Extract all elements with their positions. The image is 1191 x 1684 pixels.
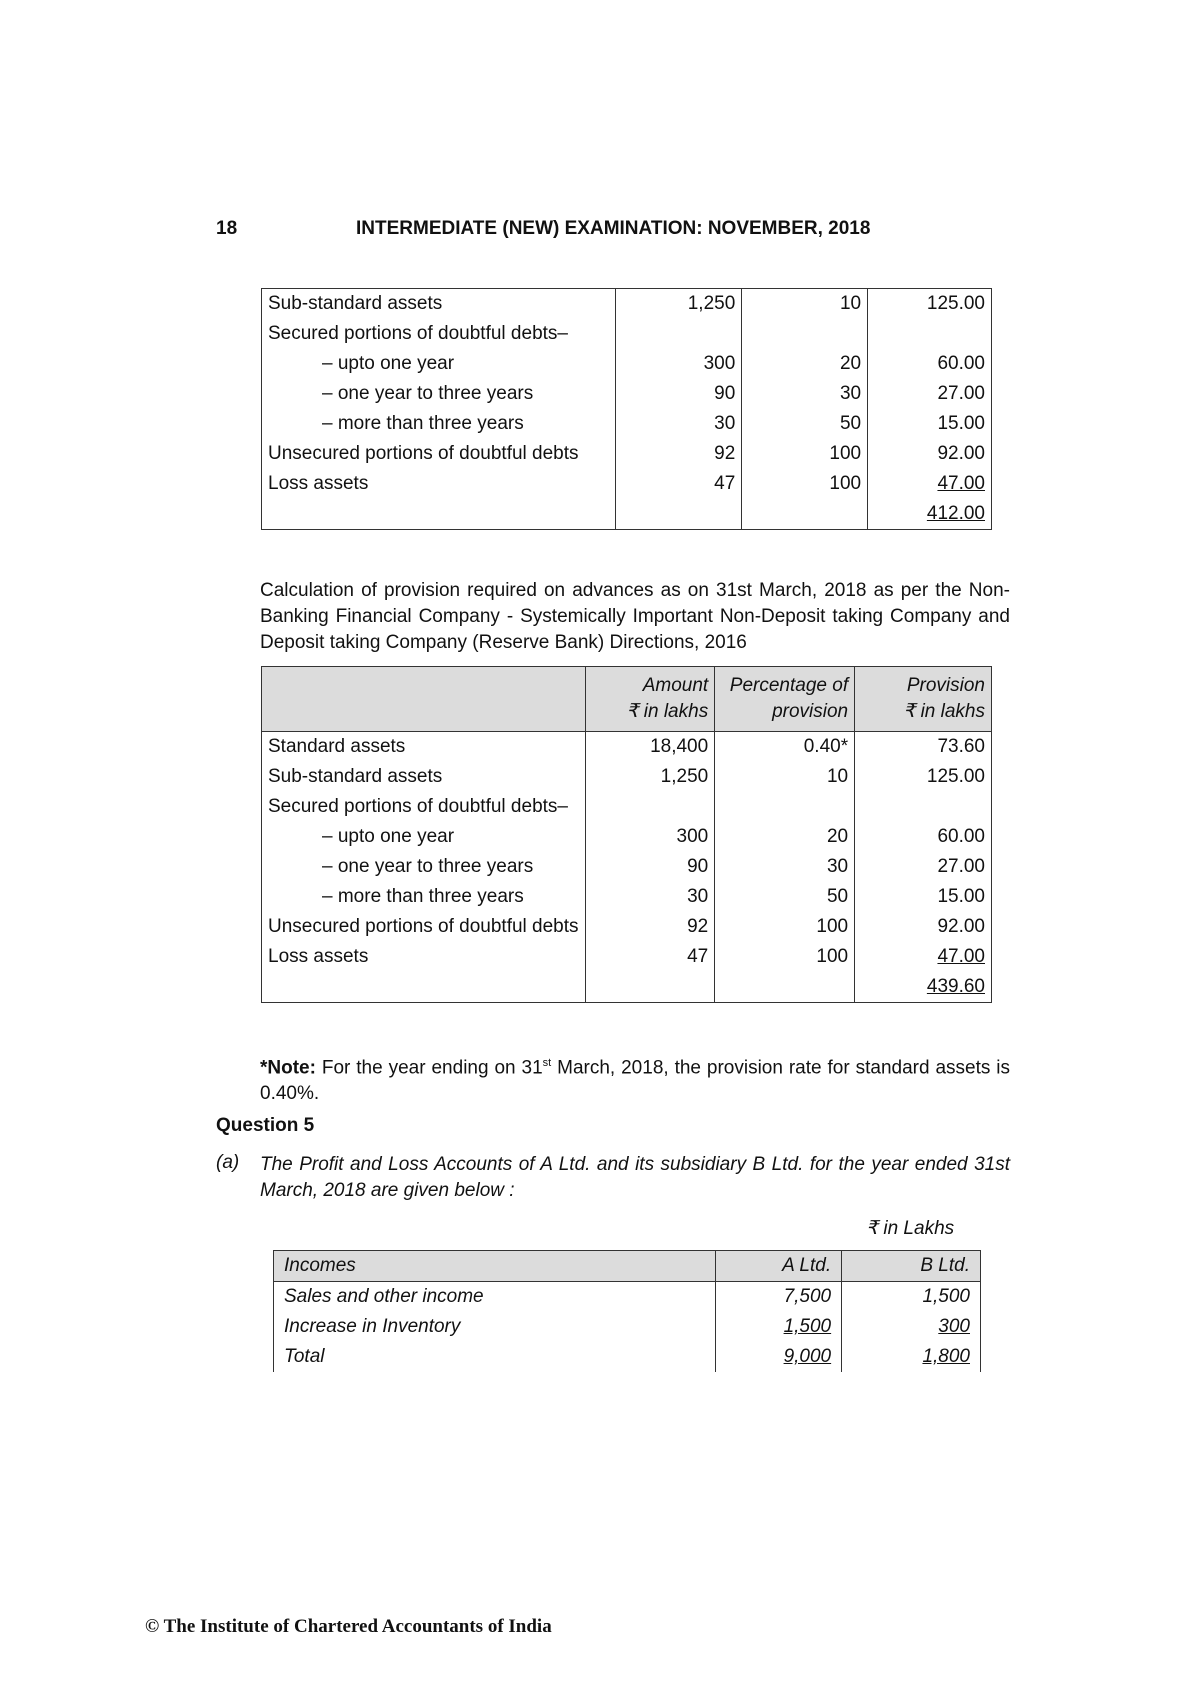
row-percentage: 10 [742, 289, 868, 320]
row-label: Loss assets [262, 942, 586, 972]
row-label: Unsecured portions of doubtful debts [262, 912, 586, 942]
row-percentage: 100 [715, 912, 855, 942]
row-provision: 125.00 [855, 762, 992, 792]
row-label: Standard assets [262, 732, 586, 763]
table-row [262, 439, 992, 469]
calculation-paragraph: Calculation of provision required on advances as on 31st March, 2018 as per the Non-Banking Financial Company - Systemically Important Non-Deposit taking Company and Deposit taking Company (Reserve Bank) Directions, 2016 [260, 580, 1010, 653]
row-provision: 60.00 [868, 349, 992, 379]
row-provision: 15.00 [868, 409, 992, 439]
row-provision [868, 319, 992, 349]
row-provision: 73.60 [855, 732, 992, 763]
row-b-value: 1,500 [842, 1282, 981, 1313]
row-percentage: 20 [715, 822, 855, 852]
row-amount: 300 [616, 349, 742, 379]
table-row [262, 319, 992, 349]
header-label-cell [262, 667, 586, 732]
note-superscript: st [542, 1057, 552, 1069]
row-provision: 60.00 [855, 822, 992, 852]
row-label: – one year to three years [262, 852, 586, 882]
row-amount: 92 [616, 439, 742, 469]
page-header-title: INTERMEDIATE (NEW) EXAMINATION: NOVEMBER, 2018 [356, 218, 871, 239]
row-amount: 1,250 [616, 289, 742, 320]
row-amount: 92 [586, 912, 715, 942]
provision-table-continued [261, 288, 992, 530]
total-provision: 439.60 [926, 976, 985, 997]
header-incomes: Incomes [274, 1251, 716, 1282]
footer-copyright: © The Institute of Chartered Accountants of India [145, 1616, 552, 1637]
row-percentage: 100 [742, 469, 868, 499]
row-label: – upto one year [262, 822, 586, 852]
row-label: Unsecured portions of doubtful debts [262, 439, 616, 469]
row-amount: 90 [586, 852, 715, 882]
row-percentage [715, 792, 855, 822]
row-provision: 27.00 [868, 379, 992, 409]
row-provision: 27.00 [855, 852, 992, 882]
row-label: Sub-standard assets [262, 762, 586, 792]
row-label: – one year to three years [262, 379, 616, 409]
row-provision [855, 792, 992, 822]
row-a-value: 1,500 [783, 1316, 832, 1337]
table-row [262, 349, 992, 379]
question-part-label: (a) [216, 1152, 240, 1173]
table-row [262, 762, 992, 792]
header-amount: Amount ₹ in lakhs [586, 667, 715, 732]
units-label: ₹ in Lakhs [866, 1218, 955, 1239]
row-label: Secured portions of doubtful debts– [262, 319, 616, 349]
table-row [262, 289, 992, 320]
table-header-row [262, 667, 992, 732]
row-percentage: 30 [715, 852, 855, 882]
note-text: For the year ending on 31 [315, 1057, 543, 1079]
table-row [262, 852, 992, 882]
row-label: – more than three years [262, 882, 586, 912]
row-label: Loss assets [262, 469, 616, 499]
provision-table [261, 666, 992, 1003]
header-percentage: Percentage of provision [715, 667, 855, 732]
question-title: Question 5 [216, 1115, 315, 1136]
row-percentage: 10 [715, 762, 855, 792]
row-percentage: 0.40* [715, 732, 855, 763]
row-amount: 18,400 [586, 732, 715, 763]
row-b-value: 300 [938, 1316, 970, 1337]
profit-loss-table [273, 1250, 981, 1372]
row-amount: 47 [586, 942, 715, 972]
table-row [262, 822, 992, 852]
header-provision: Provision ₹ in lakhs [855, 667, 992, 732]
note-label: *Note: [260, 1057, 316, 1079]
row-label: Sub-standard assets [262, 289, 616, 320]
table-row [262, 409, 992, 439]
row-percentage: 100 [715, 942, 855, 972]
row-a-value: 9,000 [783, 1346, 832, 1367]
row-amount: 30 [616, 409, 742, 439]
question-part-text: The Profit and Loss Accounts of A Ltd. and its subsidiary B Ltd. for the year ended 31st March, 2018 are given below : [260, 1154, 1010, 1201]
table-row [274, 1312, 981, 1342]
row-a-value: 7,500 [716, 1282, 842, 1313]
row-percentage: 50 [715, 882, 855, 912]
row-label: – upto one year [262, 349, 616, 379]
table-row [274, 1342, 981, 1372]
page-number: 18 [216, 218, 238, 239]
row-provision: 47.00 [937, 946, 985, 967]
header-b-ltd: B Ltd. [842, 1251, 981, 1282]
row-label: Secured portions of doubtful debts– [262, 792, 586, 822]
table-row [262, 882, 992, 912]
row-label: – more than three years [262, 409, 616, 439]
note-text: March, 2018, the provision rate for standard assets is 0.40%. [260, 1057, 1011, 1105]
row-amount: 300 [586, 822, 715, 852]
row-percentage: 20 [742, 349, 868, 379]
row-provision: 92.00 [868, 439, 992, 469]
table-row [262, 912, 992, 942]
row-b-value: 1,800 [922, 1346, 970, 1367]
row-label: Increase in Inventory [274, 1312, 716, 1342]
row-amount [616, 319, 742, 349]
row-amount: 47 [616, 469, 742, 499]
table-total-row [262, 499, 992, 530]
total-provision: 412.00 [926, 503, 985, 524]
table-row [262, 942, 992, 972]
note-paragraph [260, 1050, 1010, 1107]
row-percentage: 50 [742, 409, 868, 439]
row-percentage: 30 [742, 379, 868, 409]
row-label: Total [274, 1342, 716, 1372]
table-total-row [262, 972, 992, 1003]
header-a-ltd: A Ltd. [716, 1251, 842, 1282]
table-row [262, 379, 992, 409]
row-provision: 47.00 [937, 473, 985, 494]
table-row [262, 792, 992, 822]
row-provision: 125.00 [868, 289, 992, 320]
row-amount: 30 [586, 882, 715, 912]
row-provision: 15.00 [855, 882, 992, 912]
row-amount [586, 792, 715, 822]
row-amount: 1,250 [586, 762, 715, 792]
row-percentage: 100 [742, 439, 868, 469]
row-provision: 92.00 [855, 912, 992, 942]
table-row [274, 1282, 981, 1313]
table-row [262, 469, 992, 499]
row-percentage [742, 319, 868, 349]
table-row [262, 732, 992, 763]
table-header-row [274, 1251, 981, 1282]
row-amount: 90 [616, 379, 742, 409]
row-label: Sales and other income [274, 1282, 716, 1313]
